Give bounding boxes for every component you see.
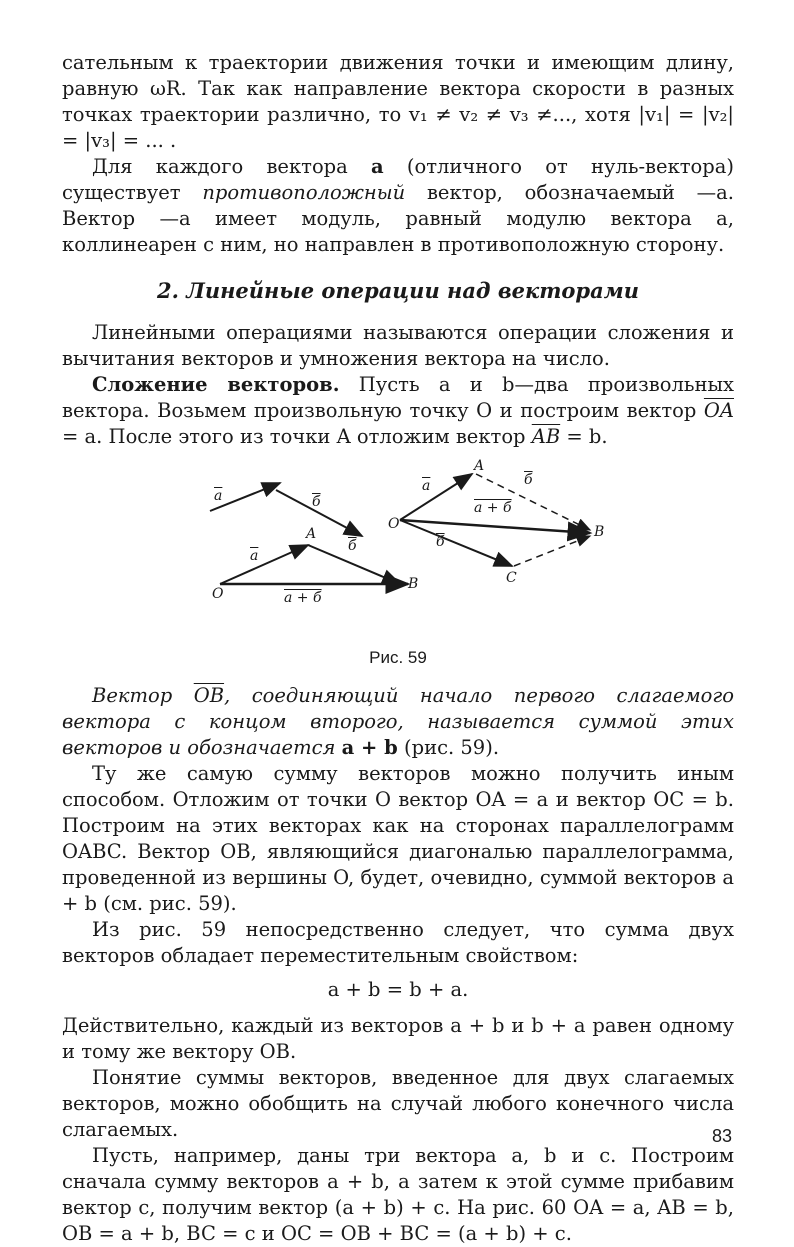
label-tri-O: O <box>212 586 224 602</box>
formula-commutative: a + b = b + a. <box>327 978 469 1001</box>
label-par-O: O <box>388 516 400 532</box>
paragraph-7: Из рис. 59 непосредственно следует, что сумма двух векторов обладает переместительным свойством: <box>62 918 734 967</box>
label-tri-A: A <box>306 526 317 542</box>
figure-caption: Рис. 59 <box>369 648 427 667</box>
paragraph-10: Пусть, например, даны три вектора a, b и c. Построим сначала сумму векторов a + b, а затем к этой сумме прибавим вектор c, получим вектор (a + b) + c. На рис. 60 OA = a, AB = b, OB = a + b, BC = c и OC = OB + BC = (a + b) + c. <box>62 1144 734 1245</box>
label-par-b: б <box>436 534 445 550</box>
dashed-side-cb <box>514 536 590 566</box>
label-par-a: $\overline{a}$ <box>422 478 431 494</box>
parallelogram-vector-a <box>400 474 472 520</box>
label-tri-b: б <box>348 538 357 554</box>
figure-59 <box>62 458 734 673</box>
triangle-vector-a <box>220 545 308 584</box>
label-tri-sum: a + б <box>284 590 322 606</box>
paragraph-9: Понятие суммы векторов, введенное для двух слагаемых векторов, можно обобщить на случай любого конечного числа слагаемых. <box>62 1066 734 1141</box>
label-par-C: C <box>506 570 517 586</box>
paragraph-4: Сложение векторов. Пусть a и b—два произвольных вектора. Возьмем произвольную точку O и построим вектор $\overline{OA} = a$. После этого из точки A отложим вектор $\overline{AB} = b$. <box>62 373 734 448</box>
label-tri-a: $\overline{a}$ <box>250 548 259 564</box>
label-par-b-top: б <box>524 472 533 488</box>
section-heading: 2. Линейные операции над векторами <box>157 278 639 303</box>
paragraph-2: Для каждого вектора a (отличного от нуль-вектора) существует противоположный вектор, обозначаемый —a. Вектор —a имеет модуль, равный модулю вектора a, коллинеарен с ним, но направлен в противоположную сторону. <box>62 155 734 256</box>
label-par-sum: a + б <box>474 500 512 516</box>
term-vector-addition: Сложение векторов. <box>92 373 340 396</box>
paragraph-3: Линейными операциями называются операции сложения и вычитания векторов и умножения вектора на число. <box>62 321 734 370</box>
paragraph-1: сательным к траектории движения точки и имеющим длину, равную ωR. Так как направление вектора скорости в разных точках траектории различно, то v₁ ≠ v₂ ≠ v₃ ≠..., хотя |v₁| = |v₂| = |v₃| = ... . <box>62 51 734 152</box>
label-tri-B: B <box>408 576 419 592</box>
paragraph-6: Ту же самую сумму векторов можно получить иным способом. Отложим от точки O вектор OA = a и вектор OC = b. Построим на этих векторах как на сторонах параллелограмм OABC. Вектор OB, являющийся диагональю параллелограмма, проведенной из вершины O, будет, очевидно, суммой векторов a + b (см. рис. 59). <box>62 762 734 915</box>
page-body <box>62 50 734 1247</box>
page-number: 83 <box>711 1126 732 1146</box>
term-opposite: противоположный <box>202 181 406 204</box>
label-par-A: A <box>474 458 485 474</box>
vector-diagram <box>62 458 734 673</box>
paragraph-5: Вектор $\overline{OB}$, соединяющий начало первого слагаемого вектора с концом второго, называется суммой этих векторов и обозначается a + b (рис. 59). <box>62 684 734 759</box>
paragraph-8: Действительно, каждый из векторов a + b и b + a равен одному и тому же вектору OB. <box>62 1014 734 1063</box>
label-par-B: B <box>594 524 605 540</box>
label-free-b: б <box>312 494 321 510</box>
label-free-a: $\overline{a}$ <box>214 488 223 504</box>
